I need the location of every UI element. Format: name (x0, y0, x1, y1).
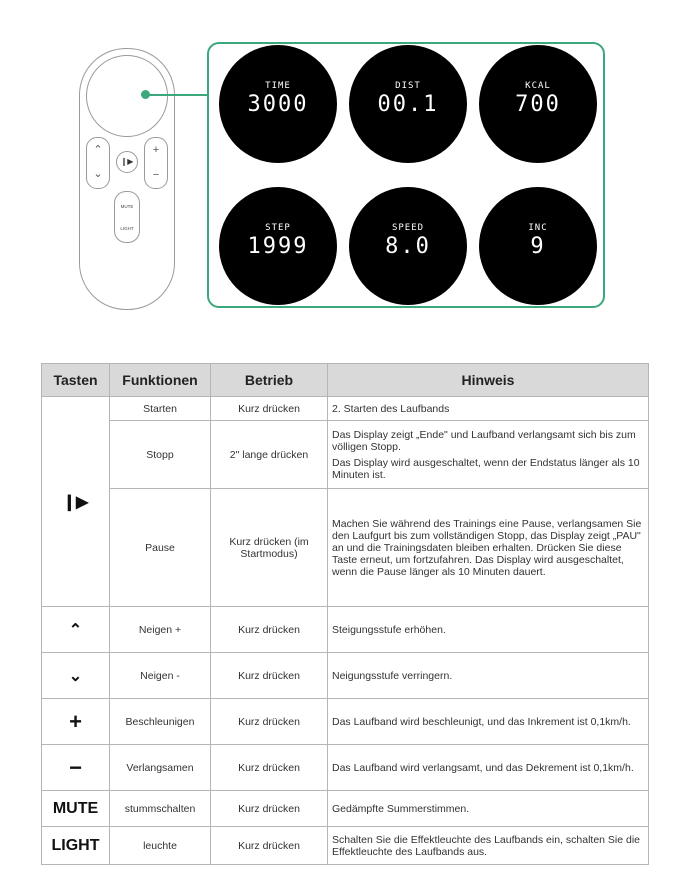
function-cell: Beschleunigen (110, 699, 211, 745)
table-row (42, 791, 649, 827)
play-pause-icon: ❙▶ (116, 151, 138, 173)
mute-light-button (114, 191, 140, 243)
operation-cell: Kurz drücken (211, 827, 328, 865)
function-cell: Neigen - (110, 653, 211, 699)
remote-wheel (86, 55, 168, 137)
note-cell: Das Display zeigt „Ende" und Laufband verlangsamt sich bis zum völligen Stopp. Das Display wird ausgeschaltet, wenn der Endstatus länger als 10 Minuten ist. (328, 421, 649, 489)
operation-cell: 2" lange drücken (211, 421, 328, 489)
incline-down-key (42, 653, 110, 699)
note-cell: Machen Sie während des Trainings eine Pause, verlangsamen Sie den Laufgurt bis zum vollständigen Stopp, das Display zeigt „PAU" an und die Trainingsdaten bleiben erhalten. Drücken Sie diese Taste erneut, um fortzufahren. Das Display wird ausgeschaltet, wenn die Pause länger als 10 Minuten dauert. (328, 489, 649, 607)
display-speed (349, 187, 467, 305)
table-row (42, 397, 649, 421)
table-header-row (42, 364, 649, 397)
display-value: 1999 (247, 234, 309, 259)
note-cell: Das Laufband wird verlangsamt, und das Dekrement ist 0,1km/h. (328, 745, 649, 791)
light-key: LIGHT (42, 827, 110, 865)
function-cell: Neigen + (110, 607, 211, 653)
plus-icon: + (152, 144, 160, 156)
incline-up-key (42, 607, 110, 653)
operation-cell: Kurz drücken (211, 653, 328, 699)
table-row (42, 827, 649, 865)
function-cell: stummschalten (110, 791, 211, 827)
chevron-down-icon: ⌄ (68, 667, 83, 685)
play-pause-icon: ❙▶ (62, 493, 89, 511)
display-label: KCAL (525, 81, 551, 91)
display-label: INC (528, 223, 548, 233)
minus-icon: − (69, 754, 82, 780)
display-value: 9 (530, 234, 546, 259)
display-label: SPEED (391, 223, 425, 233)
display-value: 8.0 (385, 234, 431, 259)
speed-down-key (42, 745, 110, 791)
note-cell: Steigungsstufe erhöhen. (328, 607, 649, 653)
play-pause-key (42, 397, 110, 607)
light-label: LIGHT (120, 226, 134, 231)
connector-line (146, 94, 208, 96)
remote-control (79, 48, 175, 310)
speed-rocker (144, 137, 168, 189)
display-value: 700 (515, 92, 561, 117)
function-table (41, 363, 649, 865)
table-row (42, 699, 649, 745)
function-cell: leuchte (110, 827, 211, 865)
operation-cell: Kurz drücken (211, 607, 328, 653)
operation-cell: Kurz drücken (211, 397, 328, 421)
speed-up-key (42, 699, 110, 745)
function-cell: Verlangsamen (110, 745, 211, 791)
header-functions: Funktionen (110, 364, 211, 397)
display-value: 00.1 (377, 92, 439, 117)
note-cell: Das Laufband wird beschleunigt, und das Inkrement ist 0,1km/h. (328, 699, 649, 745)
display-label: DIST (395, 81, 421, 91)
mute-label: MUTE (120, 204, 134, 209)
incline-rocker (86, 137, 110, 189)
operation-cell: Kurz drücken (211, 745, 328, 791)
table-row (42, 607, 649, 653)
table-row (42, 653, 649, 699)
minus-icon: − (152, 169, 160, 181)
display-label: STEP (265, 223, 291, 233)
chevron-up-icon: ⌃ (68, 621, 83, 639)
mute-key: MUTE (42, 791, 110, 827)
table-row (42, 489, 649, 607)
display-label: TIME (265, 81, 291, 91)
operation-cell: Kurz drücken (211, 699, 328, 745)
down-icon: ⌄ (93, 168, 103, 180)
display-inc (479, 187, 597, 305)
note-cell: Neigungsstufe verringern. (328, 653, 649, 699)
note-cell: Gedämpfte Summerstimmen. (328, 791, 649, 827)
display-time (219, 45, 337, 163)
note-cell: 2. Starten des Laufbands (328, 397, 649, 421)
note-cell: Schalten Sie die Effektleuchte des Laufbands ein, schalten Sie die Effektleuchte des Laufbands aus. (328, 827, 649, 865)
up-icon: ⌃ (93, 144, 103, 156)
operation-cell: Kurz drücken (211, 791, 328, 827)
header-operation: Betrieb (211, 364, 328, 397)
header-notes: Hinweis (328, 364, 649, 397)
display-dist (349, 45, 467, 163)
function-cell: Starten (110, 397, 211, 421)
display-value: 3000 (247, 92, 309, 117)
display-step (219, 187, 337, 305)
table-row (42, 745, 649, 791)
table-row (42, 421, 649, 489)
connector-dot (141, 90, 150, 99)
plus-icon: + (69, 708, 82, 734)
operation-cell: Kurz drücken (im Startmodus) (211, 489, 328, 607)
display-kcal (479, 45, 597, 163)
header-keys: Tasten (42, 364, 110, 397)
function-cell: Stopp (110, 421, 211, 489)
function-cell: Pause (110, 489, 211, 607)
